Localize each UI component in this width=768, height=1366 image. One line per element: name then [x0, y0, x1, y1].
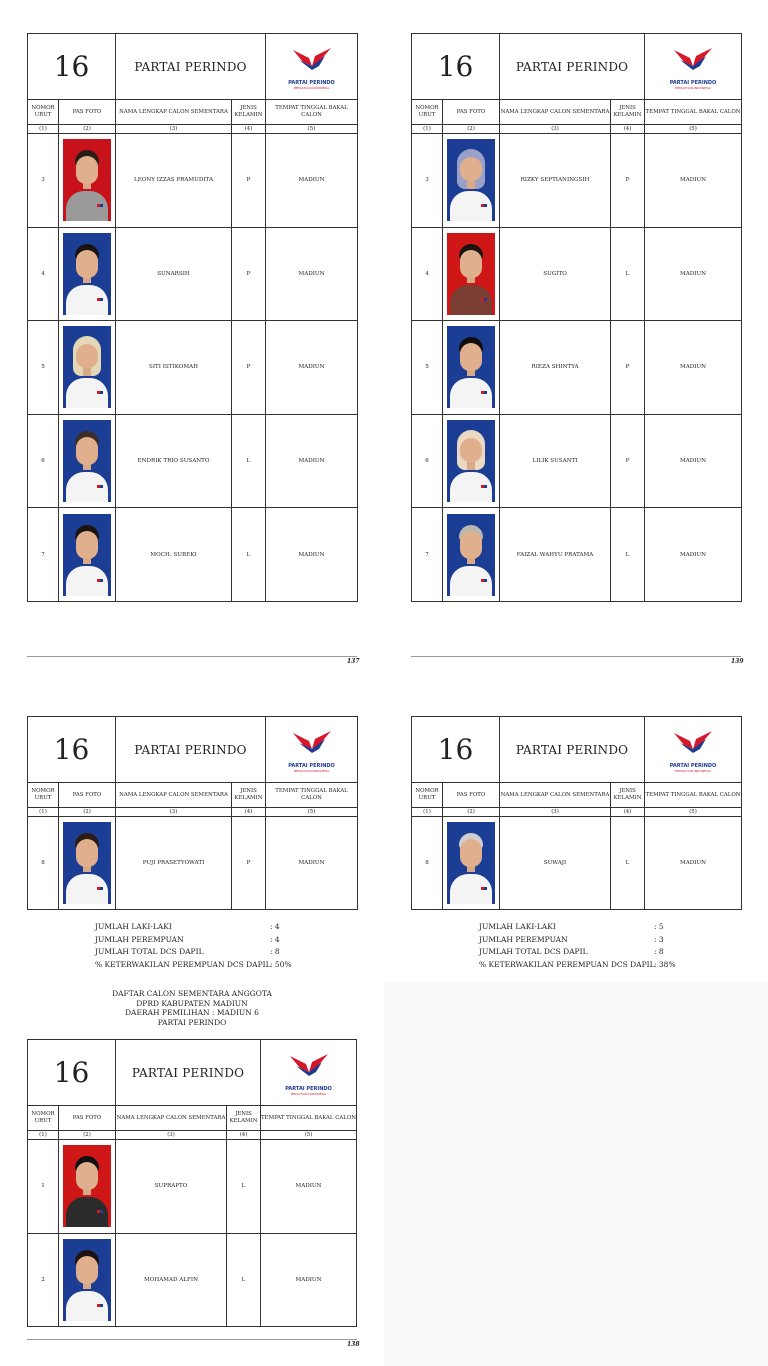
party-header-row [28, 1040, 357, 1106]
candidate-number: 5 [412, 321, 443, 415]
table-row [412, 508, 742, 602]
logo-subtext: PERSATUAN INDONESIA [293, 768, 330, 773]
summary-label-female: JUMLAH PEREMPUAN [479, 934, 568, 944]
summary-block [95, 921, 355, 973]
shirt-logo-icon [481, 298, 487, 301]
candidate-photo [447, 822, 495, 904]
candidate-city: MADIUN [266, 817, 358, 910]
candidate-gender: L [611, 227, 645, 321]
header-jenis-kelamin: JENIS KELAMIN [611, 783, 645, 808]
candidate-gender: L [227, 1233, 261, 1327]
table-row [28, 134, 358, 228]
column-index: (4) [611, 125, 645, 134]
candidate-photo [63, 326, 111, 408]
candidate-photo [63, 514, 111, 596]
column-index: (1) [412, 125, 443, 134]
perindo-logo-icon [286, 1050, 332, 1086]
table-row [28, 817, 358, 910]
party-number: 16 [412, 34, 500, 100]
column-index: (3) [116, 1131, 227, 1140]
page-footer-line [27, 1339, 357, 1340]
header-jenis-kelamin: JENIS KELAMIN [227, 1106, 261, 1131]
candidate-gender: P [232, 134, 266, 228]
shirt-logo-icon [97, 887, 103, 890]
candidate-gender: P [611, 134, 645, 228]
table-row [412, 321, 742, 415]
candidate-number: 6 [412, 414, 443, 508]
photo-cell [443, 227, 500, 321]
perindo-logo-icon [289, 727, 335, 763]
summary-value-total: : 8 [654, 947, 664, 956]
photo-cell [59, 414, 116, 508]
candidate-gender: L [611, 508, 645, 602]
shirt-logo-icon [97, 1304, 103, 1307]
candidate-gender: P [232, 817, 266, 910]
candidate-photo [447, 233, 495, 315]
column-index: (2) [59, 1131, 116, 1140]
header-nomor-urut: NOMOR URUT [28, 1106, 59, 1131]
summary-label-total: JUMLAH TOTAL DCS DAPIL [95, 947, 204, 956]
column-header-row [28, 783, 358, 808]
table-row [412, 817, 742, 910]
photo-cell [59, 227, 116, 321]
candidate-city: MADIUN [261, 1233, 357, 1327]
column-index: (2) [443, 808, 500, 817]
caption-line: DAERAH PEMILIHAN : MADIUN 6 [125, 1008, 259, 1018]
candidate-photo [63, 420, 111, 502]
party-name: PARTAI PERINDO [500, 717, 645, 783]
candidate-photo [63, 1239, 111, 1321]
party-number: 16 [28, 717, 116, 783]
party-header-row [28, 34, 358, 100]
party-logo [261, 1040, 357, 1106]
photo-cell [443, 817, 500, 910]
table-row [28, 508, 358, 602]
shirt-logo-icon [481, 887, 487, 890]
column-index: (3) [116, 808, 232, 817]
page-number: 139 [731, 658, 744, 665]
candidate-gender: P [232, 227, 266, 321]
party-logo [645, 34, 742, 100]
candidate-photo [447, 420, 495, 502]
shirt-logo-icon [97, 485, 103, 488]
shirt-logo-icon [481, 485, 487, 488]
candidate-city: MADIUN [645, 508, 742, 602]
header-pas-foto: PAS FOTO [59, 100, 116, 125]
candidate-city: MADIUN [266, 134, 358, 228]
candidate-name: SITI ISTIKOMAH [116, 321, 232, 415]
perindo-logo-icon [670, 727, 716, 763]
column-index: (4) [227, 1131, 261, 1140]
header-nama: NAMA LENGKAP CALON SEMENTARA [500, 783, 611, 808]
shirt-logo-icon [97, 204, 103, 207]
photo-cell [59, 321, 116, 415]
column-index: (1) [28, 125, 59, 134]
candidate-gender: P [232, 321, 266, 415]
logo-text: PARTAI PERINDO [288, 762, 335, 769]
candidate-number: 3 [412, 134, 443, 228]
candidate-photo [447, 326, 495, 408]
summary-value-female: : 4 [270, 934, 280, 944]
summary-label-male: JUMLAH LAKI-LAKI [479, 922, 556, 931]
logo-text: PARTAI PERINDO [669, 762, 717, 769]
candidate-name: SUWAJI [500, 817, 611, 910]
candidate-city: MADIUN [266, 508, 358, 602]
candidate-gender: L [232, 414, 266, 508]
column-index: (1) [412, 808, 443, 817]
column-header-row [412, 783, 742, 808]
header-tempat-tinggal: TEMPAT TINGGAL BAKAL CALON [645, 100, 742, 125]
caption-line: PARTAI PERINDO [157, 1017, 227, 1027]
page-footer-line [27, 656, 357, 657]
candidate-photo [447, 139, 495, 221]
column-header-row [412, 100, 742, 125]
photo-cell [443, 134, 500, 228]
column-index-row [28, 808, 358, 817]
page-number: 137 [347, 658, 360, 665]
candidate-number: 7 [412, 508, 443, 602]
party-number: 16 [28, 34, 116, 100]
candidate-name: SUPRAPTO [116, 1140, 227, 1234]
shirt-logo-icon [97, 391, 103, 394]
column-index: (2) [443, 125, 500, 134]
shirt-logo-icon [97, 298, 103, 301]
candidate-name: LILIK SUSANTI [500, 414, 611, 508]
candidate-number: 2 [28, 1233, 59, 1327]
logo-subtext: PERSATUAN INDONESIA [293, 85, 330, 90]
column-index-row [412, 125, 742, 134]
photo-cell [59, 817, 116, 910]
summary-label-female: JUMLAH PEREMPUAN [95, 934, 184, 944]
party-name: PARTAI PERINDO [500, 34, 645, 100]
summary-value-female: : 3 [654, 934, 664, 944]
column-index: (4) [232, 125, 266, 134]
summary-value-male: : 4 [270, 922, 280, 931]
candidate-city: MADIUN [266, 227, 358, 321]
table-row [28, 1140, 357, 1234]
party-number: 16 [412, 717, 500, 783]
table-row [28, 321, 358, 415]
party-logo [266, 34, 358, 100]
header-jenis-kelamin: JENIS KELAMIN [232, 100, 266, 125]
shirt-logo-icon [97, 1210, 103, 1213]
candidate-table [27, 33, 358, 602]
header-nama: NAMA LENGKAP CALON SEMENTARA [500, 100, 611, 125]
photo-cell [59, 1233, 116, 1327]
header-nama: NAMA LENGKAP CALON SEMENTARA [116, 1106, 227, 1131]
header-tempat-tinggal: TEMPAT TINGGAL BAKAL CALON [266, 783, 358, 808]
logo-subtext: PERSATUAN INDONESIA [290, 1091, 327, 1096]
candidate-city: MADIUN [266, 321, 358, 415]
candidate-city: MADIUN [645, 817, 742, 910]
party-name: PARTAI PERINDO [116, 34, 266, 100]
photo-cell [59, 134, 116, 228]
table-row [412, 134, 742, 228]
summary-label-pct: % KETERWAKILAN PEREMPUAN DCS DAPIL [479, 959, 655, 969]
summary-value-total: : 8 [270, 947, 280, 956]
logo-text: PARTAI PERINDO [288, 79, 335, 86]
header-pas-foto: PAS FOTO [59, 783, 116, 808]
column-index: (5) [645, 808, 742, 817]
shirt-logo-icon [481, 579, 487, 582]
caption-line: DPRD KABUPATEN MADIUN [136, 998, 248, 1008]
column-index: (2) [59, 125, 116, 134]
party-header-row [412, 717, 742, 783]
candidate-number: 6 [28, 414, 59, 508]
header-nomor-urut: NOMOR URUT [28, 783, 59, 808]
photo-cell [59, 508, 116, 602]
summary-label-pct: % KETERWAKILAN PEREMPUAN DCS DAPIL [95, 959, 271, 969]
party-number: 16 [28, 1040, 116, 1106]
party-name: PARTAI PERINDO [116, 1040, 261, 1106]
header-jenis-kelamin: JENIS KELAMIN [232, 783, 266, 808]
summary-value-male: : 5 [654, 922, 664, 931]
header-tempat-tinggal: TEMPAT TINGGAL BAKAL CALON [266, 100, 358, 125]
column-index: (2) [59, 808, 116, 817]
page-footer-line [411, 656, 741, 657]
summary-value-pct: : 38% [654, 959, 676, 969]
candidate-number: 8 [412, 817, 443, 910]
caption-line: DAFTAR CALON SEMENTARA ANGGOTA [112, 989, 272, 998]
header-nomor-urut: NOMOR URUT [28, 100, 59, 125]
photo-cell [443, 414, 500, 508]
column-index-row [28, 1131, 357, 1140]
photo-cell [59, 1140, 116, 1234]
party-logo [266, 717, 358, 783]
candidate-photo [63, 1145, 111, 1227]
shirt-logo-icon [97, 579, 103, 582]
candidate-name: LEONY IZZAS PRAMUDITA [116, 134, 232, 228]
candidate-table [411, 716, 742, 910]
candidate-number: 7 [28, 508, 59, 602]
header-nama: NAMA LENGKAP CALON SEMENTARA [116, 783, 232, 808]
candidate-gender: L [232, 508, 266, 602]
column-index: (3) [116, 125, 232, 134]
perindo-logo-icon [670, 44, 716, 80]
header-tempat-tinggal: TEMPAT TINGGAL BAKAL CALON [645, 783, 742, 808]
candidate-number: 3 [28, 134, 59, 228]
column-index: (5) [645, 125, 742, 134]
summary-label-male: JUMLAH LAKI-LAKI [95, 922, 172, 931]
column-index: (3) [500, 808, 611, 817]
candidate-gender: P [611, 414, 645, 508]
candidate-city: MADIUN [645, 227, 742, 321]
column-index: (4) [611, 808, 645, 817]
column-index: (5) [261, 1131, 357, 1140]
candidate-name: ENDRIK TRIO SUSANTO [116, 414, 232, 508]
table-row [412, 414, 742, 508]
candidate-number: 4 [412, 227, 443, 321]
logo-subtext: PERSATUAN INDONESIA [675, 768, 711, 773]
candidate-photo [447, 514, 495, 596]
candidate-gender: L [227, 1140, 261, 1234]
candidate-number: 1 [28, 1140, 59, 1234]
candidate-table [411, 33, 742, 602]
column-index: (1) [28, 808, 59, 817]
candidate-city: MADIUN [645, 414, 742, 508]
column-index-row [412, 808, 742, 817]
column-index: (3) [500, 125, 611, 134]
candidate-name: RIZKY SEPTIANINGSIH [500, 134, 611, 228]
party-header-row [28, 717, 358, 783]
candidate-name: RIEZA SHINTYA [500, 321, 611, 415]
header-pas-foto: PAS FOTO [443, 783, 500, 808]
header-pas-foto: PAS FOTO [443, 100, 500, 125]
header-jenis-kelamin: JENIS KELAMIN [611, 100, 645, 125]
candidate-city: MADIUN [266, 414, 358, 508]
header-nomor-urut: NOMOR URUT [412, 783, 443, 808]
summary-value-pct: : 50% [270, 959, 292, 969]
candidate-number: 4 [28, 227, 59, 321]
column-index: (5) [266, 125, 358, 134]
party-name: PARTAI PERINDO [116, 717, 266, 783]
candidate-table [27, 716, 358, 910]
column-header-row [28, 1106, 357, 1131]
candidate-photo [63, 233, 111, 315]
candidate-photo [63, 822, 111, 904]
candidate-table [27, 1039, 357, 1327]
candidate-name: SUGITO [500, 227, 611, 321]
column-index: (5) [266, 808, 358, 817]
shirt-logo-icon [481, 391, 487, 394]
candidate-city: MADIUN [645, 321, 742, 415]
candidate-name: MOHAMAD ALFIN [116, 1233, 227, 1327]
blank-area [384, 982, 768, 1366]
table-row [412, 227, 742, 321]
candidate-name: SUNARSIH [116, 227, 232, 321]
candidate-number: 5 [28, 321, 59, 415]
column-index: (1) [28, 1131, 59, 1140]
table-row [28, 414, 358, 508]
header-nomor-urut: NOMOR URUT [412, 100, 443, 125]
table-row [28, 1233, 357, 1327]
photo-cell [443, 508, 500, 602]
column-index: (4) [232, 808, 266, 817]
logo-text: PARTAI PERINDO [285, 1085, 332, 1092]
column-header-row [28, 100, 358, 125]
candidate-gender: P [611, 321, 645, 415]
candidate-city: MADIUN [261, 1140, 357, 1234]
candidate-name: MOCH. SUBEKI [116, 508, 232, 602]
table-row [28, 227, 358, 321]
photo-cell [443, 321, 500, 415]
header-nama: NAMA LENGKAP CALON SEMENTARA [116, 100, 232, 125]
candidate-gender: L [611, 817, 645, 910]
column-index-row [28, 125, 358, 134]
candidate-number: 8 [28, 817, 59, 910]
perindo-logo-icon [289, 44, 335, 80]
party-header-row [412, 34, 742, 100]
candidate-name: FAIZAL WAHYU PRATAMA [500, 508, 611, 602]
header-tempat-tinggal: TEMPAT TINGGAL BAKAL CALON [261, 1106, 357, 1131]
candidate-city: MADIUN [645, 134, 742, 228]
logo-subtext: PERSATUAN INDONESIA [675, 85, 711, 90]
party-logo [645, 717, 742, 783]
shirt-logo-icon [481, 204, 487, 207]
summary-block [479, 921, 739, 973]
page-number: 138 [347, 1341, 360, 1348]
list-caption [27, 989, 357, 1027]
header-pas-foto: PAS FOTO [59, 1106, 116, 1131]
logo-text: PARTAI PERINDO [669, 79, 717, 86]
summary-label-total: JUMLAH TOTAL DCS DAPIL [479, 947, 588, 956]
candidate-name: PUJI PRASETYOWATI [116, 817, 232, 910]
candidate-photo [63, 139, 111, 221]
